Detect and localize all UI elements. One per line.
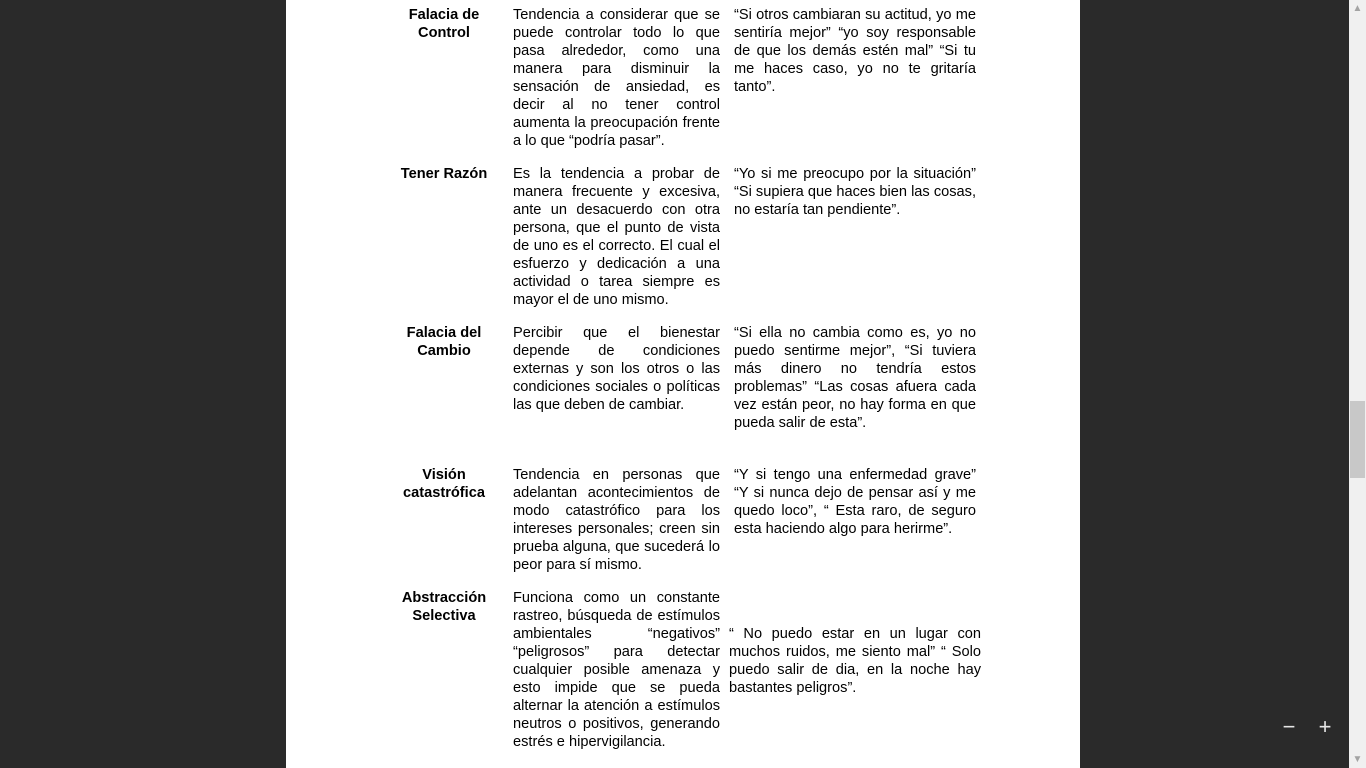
document-page <box>286 0 1080 768</box>
example-falacia-de-control: “Si otros cambiaran su actitud, yo me sentiría mejor” “yo soy responsable de que los demás estén mal” “Si tu me haces caso, yo no te gritaría tanto”. <box>734 7 976 95</box>
term-falacia-de-control: Falacia de Control <box>408 7 480 41</box>
term-vision-catastrofica: Visión catastrófica <box>403 467 485 501</box>
scroll-down-arrow-icon[interactable]: ▼ <box>1352 754 1363 765</box>
definition-abstraccion-selectiva: Funciona como un constante rastreo, búsqueda de estímulos ambientales “negativos” “peligrosos” para detectar cualquier posible amenaza y esto impide que se pueda alternar la atención a estímulos neutros o positivos, generando estrés e hipervigilancia. <box>513 590 720 750</box>
zoom-out-button[interactable]: − <box>1282 714 1296 739</box>
vertical-scrollbar[interactable] <box>1349 0 1366 768</box>
definition-vision-catastrofica: Tendencia en personas que adelantan acontecimientos de modo catastrófico para los intereses personales; creen sin prueba alguna, que sucederá lo peor para sí mismo. <box>513 467 720 573</box>
definition-falacia-del-cambio: Percibir que el bienestar depende de condiciones externas y son los otros o las condiciones sociales o políticas las que deben de cambiar. <box>513 325 720 413</box>
example-vision-catastrofica: “Y si tengo una enfermedad grave” “Y si nunca dejo de pensar así y me quedo loco”, “ Esta raro, de seguro esta haciendo algo para herirme”. <box>734 467 976 537</box>
zoom-in-button[interactable]: + <box>1318 714 1332 739</box>
term-tener-razon: Tener Razón <box>400 166 488 182</box>
definition-tener-razon: Es la tendencia a probar de manera frecuente y excesiva, ante un desacuerdo con otra persona, que el punto de vista de uno es el correcto. El cual el esfuerzo y dedicación a una actividad o tarea siempre es mayor el de uno mismo. <box>513 166 720 308</box>
scroll-thumb[interactable] <box>1350 401 1365 478</box>
example-abstraccion-selectiva: “ No puedo estar en un lugar con muchos ruidos, me siento mal” “ Solo puedo salir de dia, en la noche hay bastantes peligros”. <box>729 626 981 696</box>
example-tener-razon: “Yo si me preocupo por la situación” “Si supiera que haces bien las cosas, no estaría tan pendiente”. <box>734 166 976 218</box>
example-falacia-del-cambio: “Si ella no cambia como es, yo no puedo sentirme mejor”, “Si tuviera más dinero no tendría estos problemas” “Las cosas afuera cada vez están peor, no hay forma en que pueda salir de esta”. <box>734 325 976 431</box>
term-falacia-del-cambio: Falacia del Cambio <box>406 325 482 359</box>
term-abstraccion-selectiva: Abstracción Selectiva <box>401 590 487 624</box>
scroll-up-arrow-icon[interactable]: ▲ <box>1352 3 1363 14</box>
definition-falacia-de-control: Tendencia a considerar que se puede controlar todo lo que pasa alrededor, como una manera para disminuir la sensación de ansiedad, es decir al no tener control aumenta la preocupación frente a lo que “podría pasar”. <box>513 7 720 149</box>
